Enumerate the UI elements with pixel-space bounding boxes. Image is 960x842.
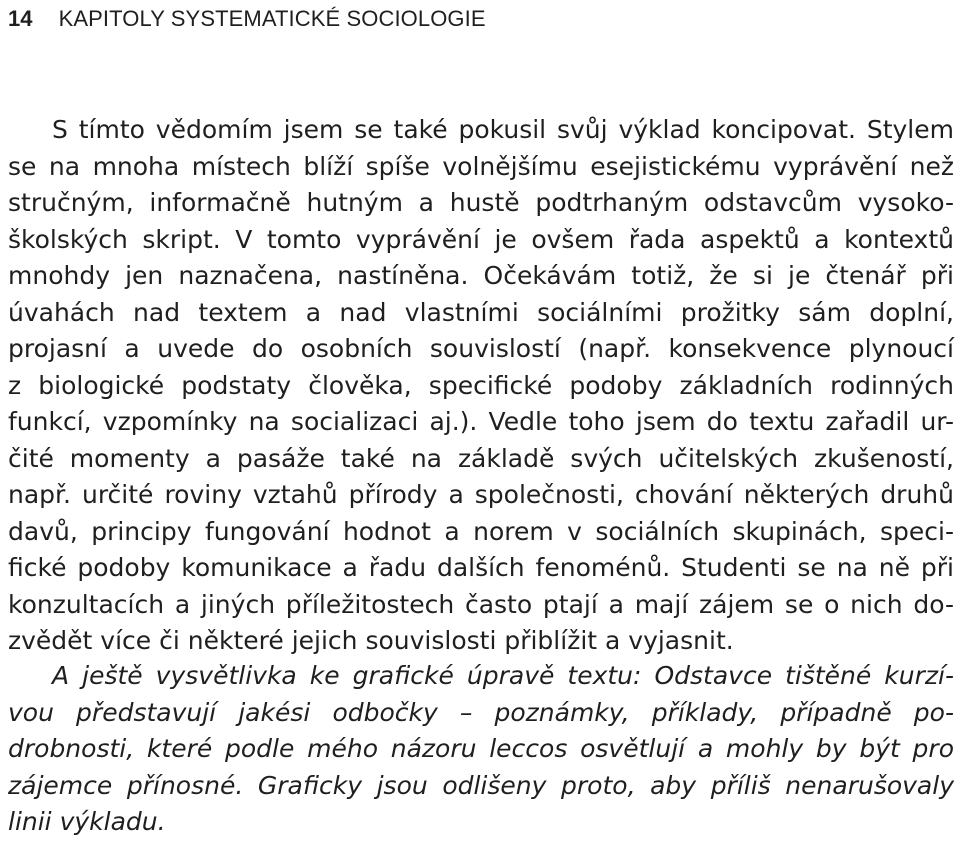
text-line: zájemce přínosné. Graficky jsou odlišeny proto, aby příliš nenarušovaly <box>8 770 954 800</box>
main-paragraph <box>8 112 954 660</box>
text-line: zvědět více či některé jejich souvislosti přiblížit a vyjasnit. <box>8 626 734 655</box>
text-line: A ještě vysvětlivka ke grafické úpravě textu: Odstavce tištěné kurzí- <box>52 661 954 690</box>
text-line: mnohdy jen naznačena, nastíněna. Očekávám totiž, že si je čtenář při <box>8 261 954 290</box>
text-line: úvahách nad textem a nad vlastními sociálními prožitky sám doplní, <box>8 297 954 327</box>
page-number: 14 <box>8 6 33 31</box>
text-line: S tímto vědomím jsem se také pokusil svůj výklad koncipovat. Stylem <box>52 115 954 144</box>
running-header <box>8 4 486 34</box>
text-line: se na mnoha místech blíží spíše volnějšímu esejistickému vyprávění než <box>8 151 954 181</box>
text-line: vou představují jakési odbočky – poznámky, příklady, případně po- <box>8 697 954 727</box>
text-line: školských skript. V tomto vyprávění je ovšem řada aspektů a kontextů <box>8 224 954 254</box>
text-line: linii výkladu. <box>8 807 166 836</box>
text-line: konzultacích a jiných příležitostech často ptají a mají zájem se o nich do- <box>8 589 954 619</box>
text-line: čité momenty a pasáže také na základě svých učitelských zkušeností, <box>8 443 954 473</box>
text-line: davů, principy fungování hodnot a norem v sociálních skupinách, speci- <box>8 516 954 546</box>
text-line: z biologické podstaty člověka, specifické podoby základních rodinných <box>8 370 954 400</box>
text-line: např. určité roviny vztahů přírody a společnosti, chování některých druhů <box>8 480 954 509</box>
running-section-title: KAPITOLY SYSTEMATICKÉ SOCIOLOGIE <box>58 6 486 31</box>
italic-note-paragraph <box>8 658 954 841</box>
text-line: drobnosti, které podle mého názoru leccos osvětlují a mohly by být pro <box>8 734 954 763</box>
text-line: projasní a uvede do osobních souvislostí (např. konsekvence plynoucí <box>8 334 954 363</box>
text-line: funkcí, vzpomínky na socializaci aj.). Vedle toho jsem do textu zařadil ur- <box>8 407 954 436</box>
text-line: stručným, informačně hutným a hustě podtrhaným odstavcům vysoko- <box>8 188 954 217</box>
text-line: fické podoby komunikace a řadu dalších fenoménů. Studenti se na ně při <box>8 553 954 582</box>
